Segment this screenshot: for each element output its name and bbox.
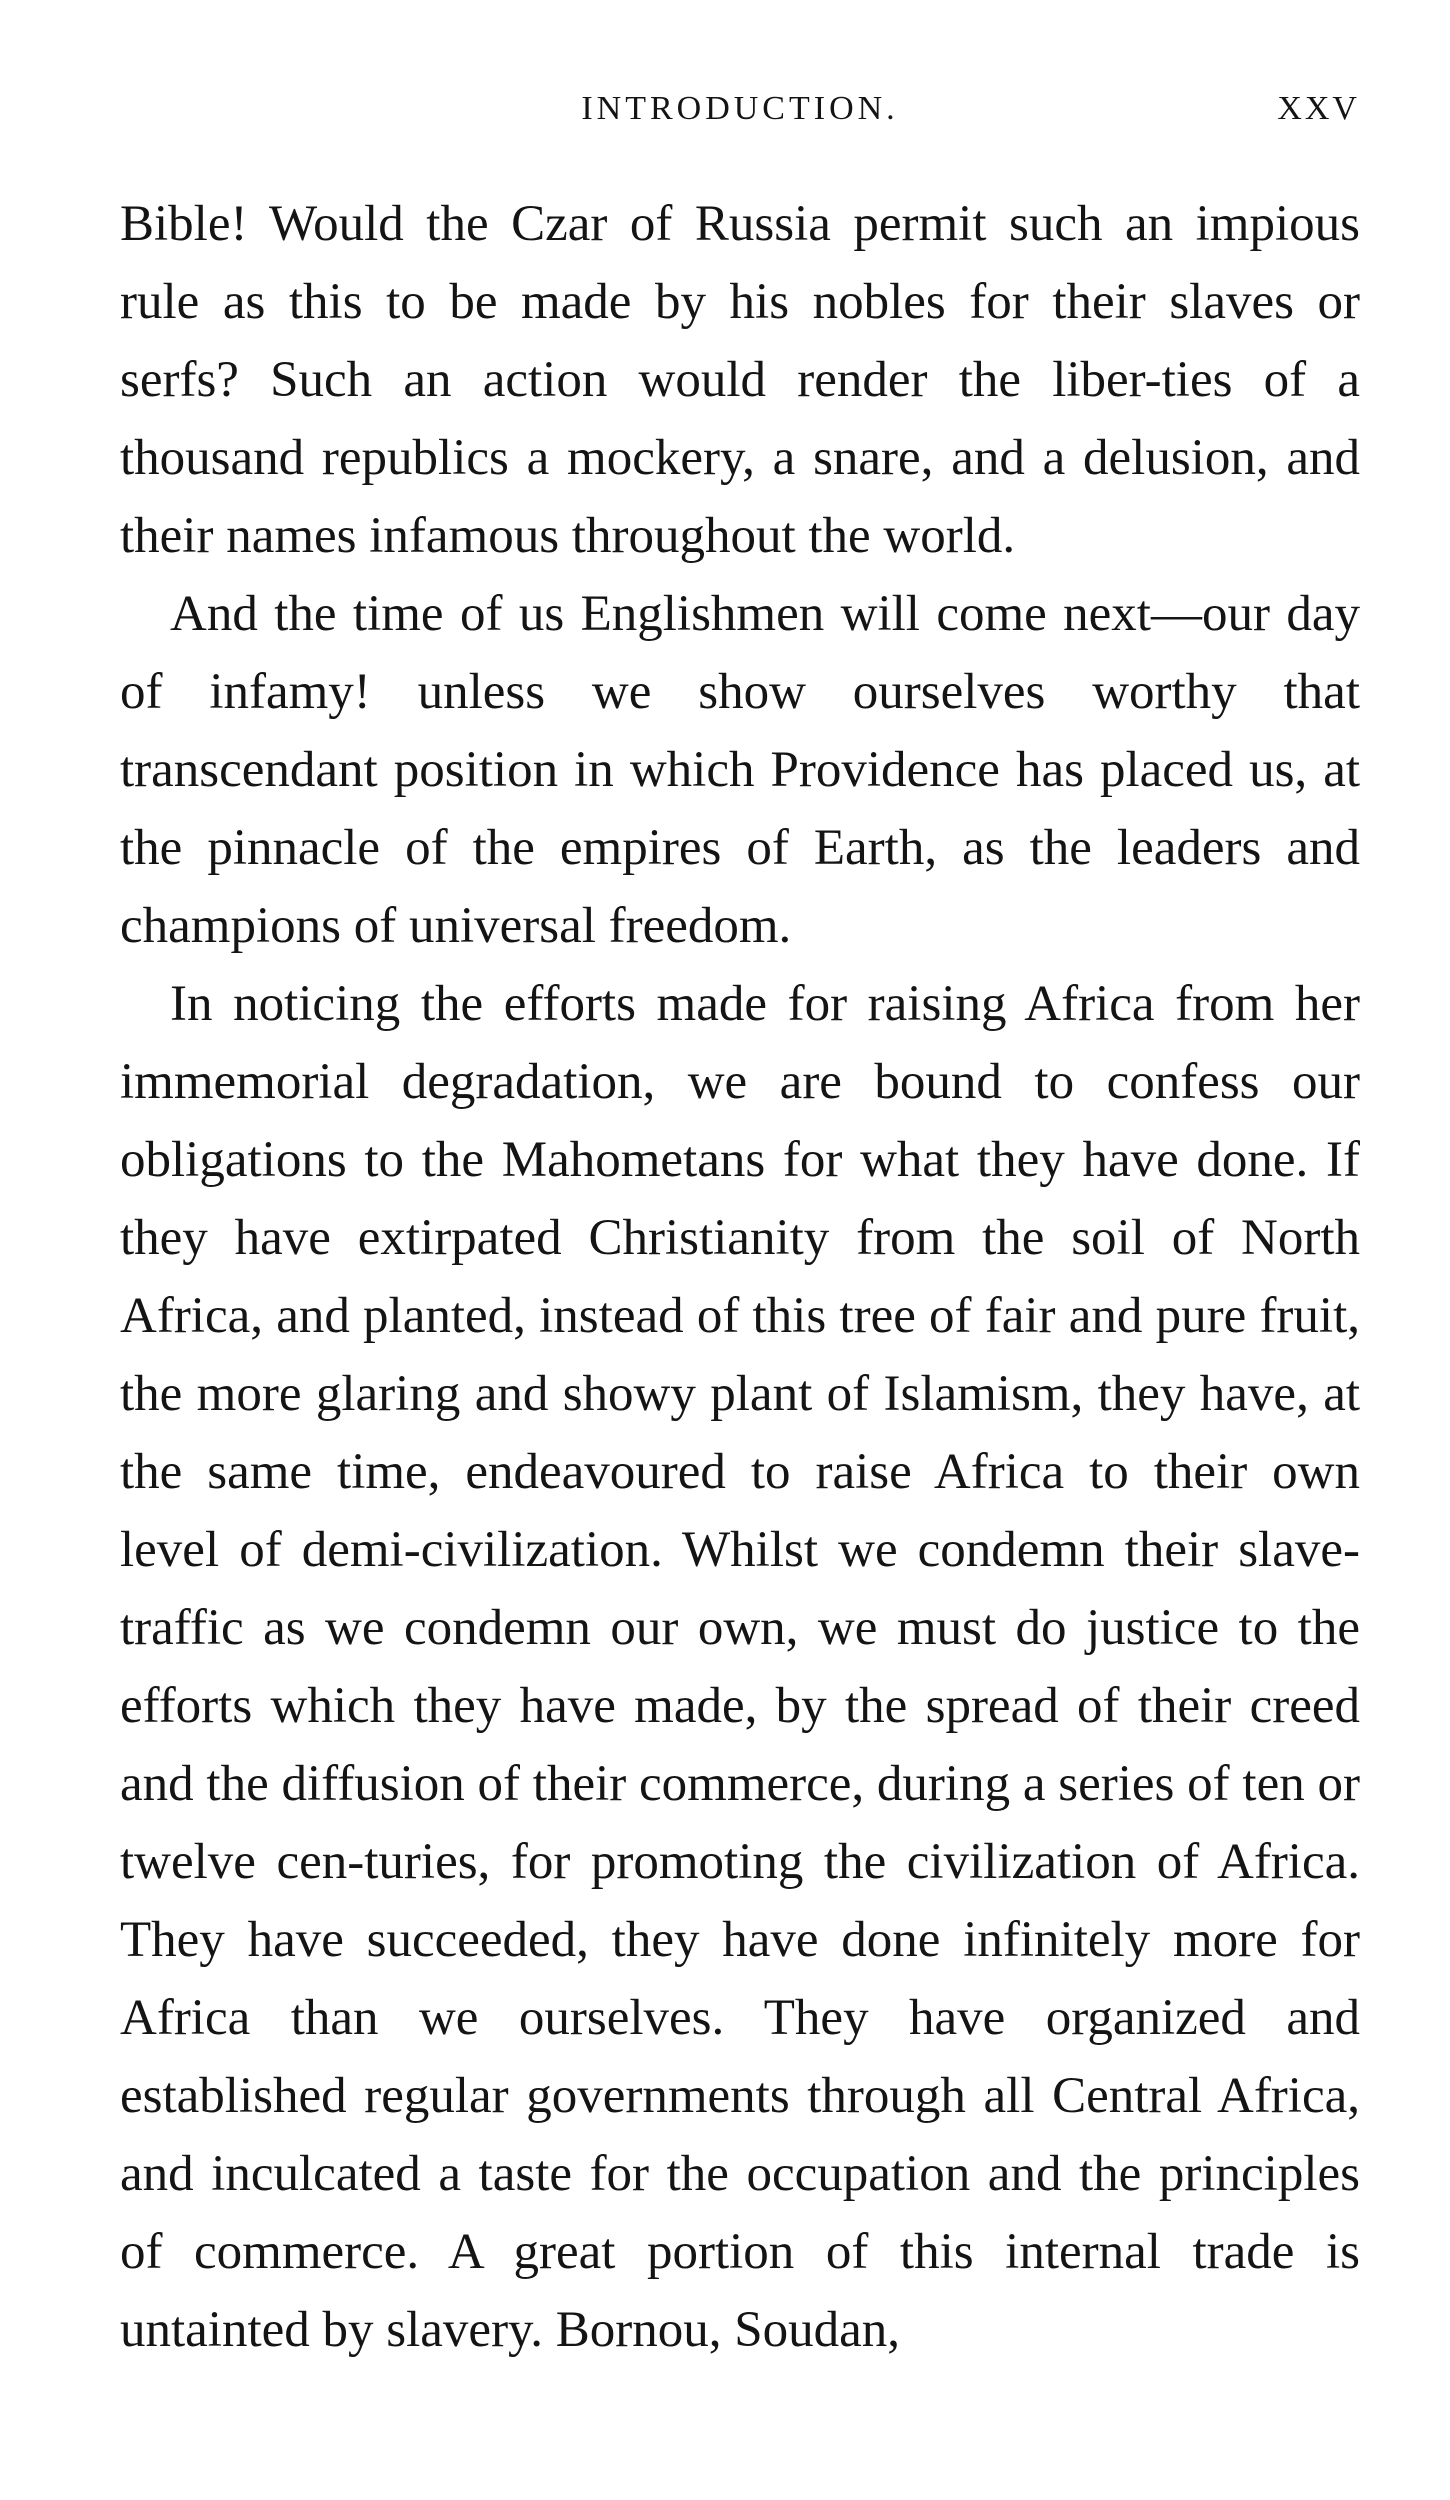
body-text: [120, 185, 1360, 2369]
running-title: INTRODUCTION.: [581, 90, 899, 127]
running-head: [120, 90, 1360, 140]
paragraph-2: And the time of us Englishmen will come next—our day of infamy! unless we show ourselves worthy that transcendant position in which Providence has placed us, at the pinnacle of the empires of Earth, as the leaders and champions of universal freedom.: [120, 586, 1360, 954]
paragraph-3: In noticing the efforts made for raising Africa from her immemorial degradation, we are bound to confess our obligations to the Mahometans for what they have done. If they have extirpated Christianity from the soil of North Africa, and planted, instead of this tree of fair and pure fruit, the more glaring and showy plant of Islamism, they have, at the same time, endeavoured to raise Africa to their own level of demi-civilization. Whilst we condemn their slave-traffic as we condemn our own, we must do justice to the efforts which they have made, by the spread of their creed and the diffusion of their commerce, during a series of ten or twelve cen-turies, for promoting the civilization of Africa. They have succeeded, they have done infinitely more for Africa than we ourselves. They have organized and established regular governments through all Central Africa, and inculcated a taste for the occupation and the principles of commerce. A great portion of this internal trade is untainted by slavery. Bornou, Soudan,: [120, 976, 1360, 2358]
page-number: XXV: [1277, 90, 1360, 127]
paragraph-1: Bible! Would the Czar of Russia permit such an impious rule as this to be made by his nobles for their slaves or serfs? Such an action would render the liber-ties of a thousand republics a mockery, a snare, and a delusion, and their names infamous throughout the world.: [120, 196, 1360, 564]
